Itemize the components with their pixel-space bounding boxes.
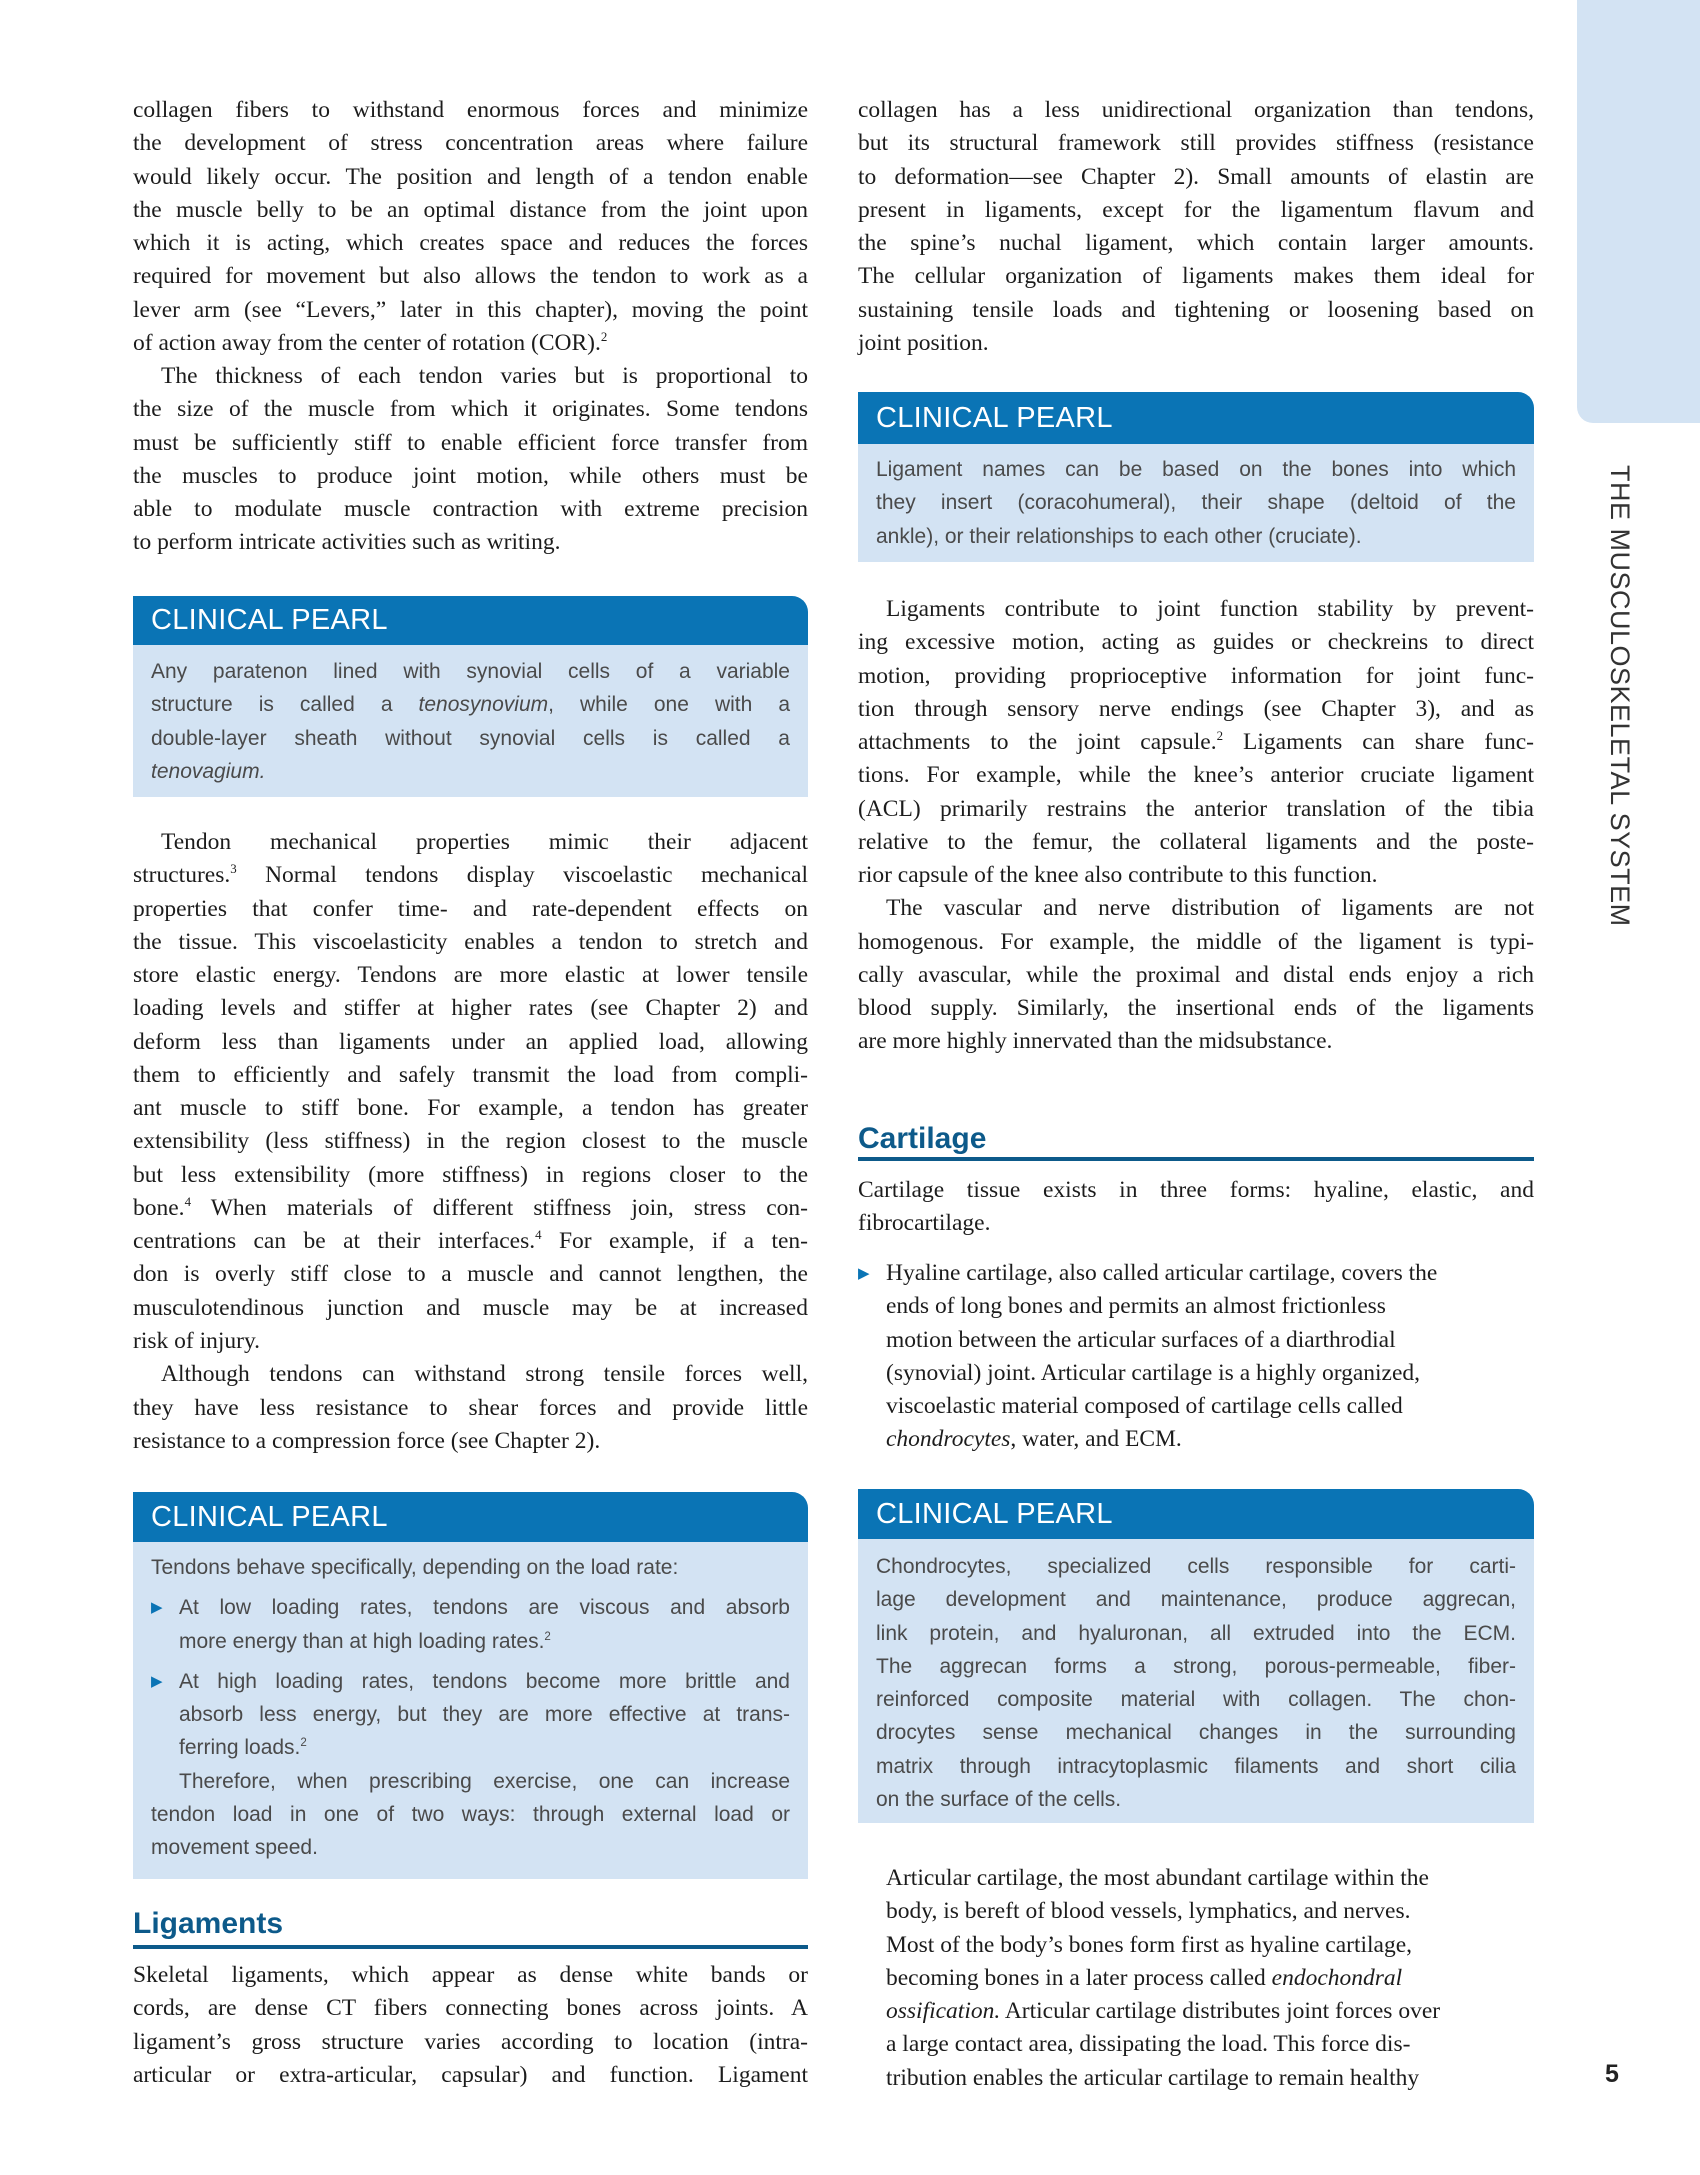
text-line xyxy=(133,460,808,493)
text-line xyxy=(858,793,1534,826)
line-text: ends of long bones and permits an almost frictionless xyxy=(886,1293,1386,1320)
text-line xyxy=(133,127,808,160)
line-text: double-layer sheath without synovial cells is called a xyxy=(151,726,790,750)
text-line xyxy=(133,493,808,526)
text-line xyxy=(858,1390,1534,1423)
text-line xyxy=(858,194,1534,227)
line-text: Ligaments contribute to joint function stability by prevent- xyxy=(886,596,1534,622)
line-text: fibrocartilage. xyxy=(858,1210,991,1237)
text-line xyxy=(886,1929,1536,1962)
text-line xyxy=(133,327,808,360)
text-line xyxy=(133,1092,808,1125)
line-text: tendon load in one of two ways: through external load or xyxy=(151,1802,790,1826)
line-text: At low loading rates, tendons are viscous and absorb xyxy=(179,1596,790,1620)
text-line xyxy=(133,260,808,293)
text-line xyxy=(133,194,808,227)
line-text: to deformation—see Chapter 2). Small amounts of elastin are xyxy=(858,163,1534,190)
text-line xyxy=(133,1125,808,1158)
ligaments-text xyxy=(133,1959,808,2092)
text-line xyxy=(858,260,1534,293)
text-line xyxy=(858,1324,1534,1357)
line-text: are more highly innervated than the midsubstance. xyxy=(858,1028,1333,1055)
text-line xyxy=(858,1357,1534,1390)
section-heading-cartilage: Cartilage xyxy=(858,1122,987,1155)
clinical-pearl-chondrocytes xyxy=(858,1489,1534,1823)
chapter-tab xyxy=(1577,0,1700,423)
line-text: link protein, and hyaluronan, all extruded into the ECM. xyxy=(876,1621,1516,1645)
line-text: don is overly stiff close to a muscle and cannot lengthen, the xyxy=(133,1261,808,1288)
text-line xyxy=(133,526,808,559)
text-line xyxy=(876,486,1516,519)
cartilage-bullet-list xyxy=(858,1257,1534,1457)
text-line xyxy=(151,1731,790,1764)
text-line xyxy=(858,726,1534,759)
line-text: musculotendinous junction and muscle may be at increased xyxy=(133,1294,808,1321)
text-line xyxy=(858,94,1534,127)
text-line xyxy=(133,1992,808,2025)
text-line xyxy=(858,127,1534,160)
line-text: structures. xyxy=(133,862,231,889)
text-line xyxy=(133,227,808,260)
text-line xyxy=(858,926,1534,959)
section-rule xyxy=(858,1157,1534,1161)
paragraph xyxy=(151,655,790,788)
paragraph xyxy=(858,94,1534,360)
line-text: The cellular organization of ligaments makes them ideal for xyxy=(858,263,1534,290)
text-line xyxy=(858,660,1534,693)
line-text: lage development and maintenance, produce aggrecan, xyxy=(876,1588,1516,1612)
text-line xyxy=(876,520,1516,553)
line-text: Ligament names can be based on the bones into which xyxy=(876,458,1516,481)
line-text: ferring loads. xyxy=(179,1736,301,1760)
line-text: Therefore, when prescribing exercise, one can increase xyxy=(179,1769,790,1793)
line-text: When materials of different stiffness join, stress con- xyxy=(191,1194,808,1221)
line-text: they have less resistance to shear forces and provide little xyxy=(133,1394,808,1421)
line-text: Most of the body’s bones form first as hyaline cartilage, xyxy=(886,1931,1413,1958)
text-line xyxy=(151,755,790,788)
clinical-pearl-body xyxy=(858,444,1534,562)
text-line xyxy=(151,1591,790,1624)
line-text: but its structural framework still provides stiffness (resistance xyxy=(858,130,1534,157)
text-line xyxy=(858,759,1534,792)
line-text: bone. xyxy=(133,1194,185,1221)
clinical-pearl-body xyxy=(858,1539,1534,1823)
text-line xyxy=(858,161,1534,194)
text-line xyxy=(133,94,808,127)
line-text: to perform intricate activities such as writing. xyxy=(133,529,561,556)
line-text: them to efficiently and safely transmit the load from compli- xyxy=(133,1061,808,1088)
line-text: viscoelastic material composed of cartilage cells called xyxy=(886,1393,1403,1420)
line-text: on the surface of the cells. xyxy=(876,1787,1122,1811)
text-line xyxy=(876,1716,1516,1749)
text-line xyxy=(858,1290,1534,1323)
articular-cartilage-text xyxy=(886,1862,1536,2095)
text-line xyxy=(876,1583,1516,1616)
line-text: sustaining tensile loads and tightening or loosening based on xyxy=(858,296,1534,323)
text-line xyxy=(858,693,1534,726)
line-text: resistance to a compression force (see Chapter 2). xyxy=(133,1427,601,1454)
clinical-pearl-load-rate xyxy=(133,1492,808,1879)
text-line xyxy=(151,1798,790,1831)
line-text: Tendons behave specifically, depending on the load rate: xyxy=(151,1556,679,1579)
line-text: Any paratenon lined with synovial cells of a variable xyxy=(151,660,790,683)
line-text: they insert (coracohumeral), their shape (deltoid of the xyxy=(876,491,1516,515)
text-line xyxy=(858,327,1534,360)
line-text: lever arm (see “Levers,” later in this chapter), moving the point xyxy=(133,296,808,323)
line-text: relative to the femur, the collateral ligaments and the poste- xyxy=(858,828,1534,855)
paragraph xyxy=(133,1358,808,1458)
line-text: centrations can be at their interfaces. xyxy=(133,1228,536,1255)
text-line xyxy=(858,959,1534,992)
text-line xyxy=(133,2026,808,2059)
text-line xyxy=(151,1831,790,1864)
text-line xyxy=(858,626,1534,659)
text-line xyxy=(133,1159,808,1192)
line-text: movement speed. xyxy=(151,1836,318,1860)
line-text: ant muscle to stiff bone. For example, a tendon has greater xyxy=(133,1095,808,1122)
line-text: reinforced composite material with collagen. The chon- xyxy=(876,1688,1516,1712)
clinical-pearl-body xyxy=(133,645,808,797)
line-text: the muscle belly to be an optimal distance from the joint upon xyxy=(133,196,808,223)
line-text: matrix through intracytoplasmic filaments and short cilia xyxy=(876,1754,1516,1778)
italic-term: chondrocytes xyxy=(886,1426,1011,1453)
paragraph xyxy=(886,1862,1536,2095)
line-text: loading levels and stiffer at higher rates (see Chapter 2) and xyxy=(133,995,808,1022)
text-line xyxy=(876,1550,1516,1583)
line-text: able to modulate muscle contraction with extreme precision xyxy=(133,496,808,523)
clinical-pearl-tenosynovium xyxy=(133,596,808,797)
text-line xyxy=(133,1026,808,1059)
bullet-item xyxy=(858,1257,1534,1457)
text-line xyxy=(876,1683,1516,1716)
text-line xyxy=(133,992,808,1025)
line-text: (synovial) joint. Articular cartilage is a highly organized, xyxy=(886,1359,1421,1386)
text-line xyxy=(886,1895,1536,1928)
line-text: required for movement but also allows the tendon to work as a xyxy=(133,263,808,290)
text-line xyxy=(133,1059,808,1092)
right-intro-text xyxy=(858,94,1534,360)
citation-superscript: 3 xyxy=(230,861,237,877)
text-line xyxy=(858,826,1534,859)
line-text: more energy than at high loading rates. xyxy=(179,1629,545,1653)
bullet-triangle-icon: ▶ xyxy=(151,1671,163,1690)
text-line xyxy=(858,593,1534,626)
bullet-triangle-icon: ▶ xyxy=(151,1598,163,1617)
text-line xyxy=(151,1625,790,1658)
text-line xyxy=(133,1192,808,1225)
text-line xyxy=(133,427,808,460)
line-text: store elastic energy. Tendons are more elastic at lower tensile xyxy=(133,962,808,989)
text-line xyxy=(133,1292,808,1325)
text-line xyxy=(133,1325,808,1358)
clinical-pearl-header: CLINICAL PEARL xyxy=(133,596,808,645)
line-text: attachments to the joint capsule. xyxy=(858,729,1217,756)
line-text: ligament’s gross structure varies according to location (intra- xyxy=(133,2028,808,2055)
line-text: the tissue. This viscoelasticity enables a tendon to stretch and xyxy=(133,928,808,955)
text-line xyxy=(133,1358,808,1391)
page-number: 5 xyxy=(1605,2060,1619,2088)
text-line xyxy=(858,227,1534,260)
line-text: Cartilage tissue exists in three forms: hyaline, elastic, and xyxy=(858,1177,1534,1203)
line-text: Articular cartilage distributes joint forces over xyxy=(1000,1998,1441,2025)
line-text: tions. For example, while the knee’s anterior cruciate ligament xyxy=(858,762,1534,789)
line-text: the spine’s nuchal ligament, which contain larger amounts. xyxy=(858,230,1534,257)
bullet-triangle-icon: ▶ xyxy=(858,1264,870,1282)
text-line xyxy=(886,2062,1536,2095)
text-line xyxy=(858,892,1534,925)
line-text: risk of injury. xyxy=(133,1327,261,1354)
text-line xyxy=(133,893,808,926)
line-text: (ACL) primarily restrains the anterior translation of the tibia xyxy=(858,795,1534,822)
text-line xyxy=(858,1423,1534,1456)
line-text: collagen has a less unidirectional organization than tendons, xyxy=(858,97,1534,123)
text-line xyxy=(876,1783,1516,1816)
citation-superscript: 2 xyxy=(600,328,608,344)
text-line xyxy=(858,1207,1534,1240)
text-line xyxy=(886,1995,1536,2028)
clinical-pearl-ligament-names xyxy=(858,392,1534,562)
line-text: Skeletal ligaments, which appear as dense white bands or xyxy=(133,1962,808,1988)
line-text: deform less than ligaments under an applied load, allowing xyxy=(133,1028,808,1055)
line-text: The thickness of each tendon varies but is proportional to xyxy=(161,363,808,390)
text-line xyxy=(133,294,808,327)
clinical-pearl-header: CLINICAL PEARL xyxy=(858,392,1534,444)
text-line xyxy=(858,992,1534,1025)
text-line xyxy=(858,294,1534,327)
line-text: the size of the muscle from which it originates. Some tendons xyxy=(133,396,808,423)
line-text: rior capsule of the knee also contribute to this function. xyxy=(858,862,1378,889)
text-line xyxy=(133,926,808,959)
text-line xyxy=(151,1551,790,1584)
line-text: body, is bereft of blood vessels, lymphatics, and nerves. xyxy=(886,1898,1411,1925)
text-line xyxy=(858,1174,1534,1207)
text-line xyxy=(858,859,1534,892)
text-line xyxy=(886,1862,1536,1895)
line-text: must be sufficiently stiff to enable efficient force transfer from xyxy=(133,429,808,456)
line-text: absorb less energy, but they are more effective at trans- xyxy=(179,1703,790,1727)
line-text: becoming bones in a later process called xyxy=(886,1964,1272,1991)
clinical-pearl-header: CLINICAL PEARL xyxy=(858,1489,1534,1539)
line-text: Ligaments can share func- xyxy=(1223,729,1534,756)
section-rule xyxy=(133,1945,808,1949)
line-text: At high loading rates, tendons become more brittle and xyxy=(179,1669,790,1693)
text-line xyxy=(133,2059,808,2092)
clinical-pearl-header: CLINICAL PEARL xyxy=(133,1492,808,1542)
italic-term: ossification. xyxy=(886,1998,1001,2025)
text-line xyxy=(876,453,1516,486)
text-line xyxy=(151,655,790,688)
paragraph xyxy=(858,593,1534,892)
paragraph xyxy=(133,360,808,560)
section-heading-ligaments: Ligaments xyxy=(133,1907,284,1940)
text-line xyxy=(858,1257,1534,1290)
line-text: the muscles to produce joint motion, while others must be xyxy=(133,462,808,489)
text-line xyxy=(876,1617,1516,1650)
line-text: which it is acting, which creates space and reduces the forces xyxy=(133,230,808,257)
text-line xyxy=(886,1962,1536,1995)
paragraph xyxy=(858,892,1534,1058)
text-line xyxy=(876,1750,1516,1783)
paragraph xyxy=(133,826,808,1358)
line-text: Hyaline cartilage, also called articular cartilage, covers the xyxy=(886,1260,1438,1286)
text-line xyxy=(886,2028,1536,2061)
line-text: Articular cartilage, the most abundant cartilage within the xyxy=(886,1865,1429,1891)
citation-superscript: 4 xyxy=(184,1193,192,1209)
text-line xyxy=(133,959,808,992)
text-line xyxy=(858,1025,1534,1058)
line-text: The aggrecan forms a strong, porous-permeable, fiber- xyxy=(876,1654,1516,1678)
line-text: tribution enables the articular cartilage to remain healthy xyxy=(886,2064,1420,2091)
line-text: Chondrocytes, specialized cells responsible for carti- xyxy=(876,1555,1516,1578)
line-text: The vascular and nerve distribution of ligaments are not xyxy=(886,895,1534,922)
line-text: blood supply. Similarly, the insertional ends of the ligaments xyxy=(858,995,1534,1022)
line-text: a large contact area, dissipating the load. This force dis- xyxy=(886,2031,1411,2058)
citation-superscript: 2 xyxy=(300,1737,307,1750)
text-line xyxy=(151,722,790,755)
line-text: motion, providing proprioceptive information for joint func- xyxy=(858,662,1534,689)
text-line xyxy=(133,1258,808,1291)
line-text: , water, and ECM. xyxy=(1010,1426,1182,1453)
text-line xyxy=(151,1665,790,1698)
line-text: drocytes sense mechanical changes in the surrounding xyxy=(876,1721,1516,1745)
italic-term: tenovagium. xyxy=(151,759,266,783)
left-intro-text xyxy=(133,94,808,560)
line-text: ing excessive motion, acting as guides or checkreins to direct xyxy=(858,629,1534,656)
cartilage-intro-text xyxy=(858,1174,1534,1241)
text-line xyxy=(151,688,790,721)
text-line xyxy=(133,1225,808,1258)
text-line xyxy=(133,360,808,393)
line-text: cally avascular, while the proximal and distal ends enjoy a rich xyxy=(858,961,1534,988)
line-text: Tendon mechanical properties mimic their adjacent xyxy=(161,829,808,855)
line-text: extensibility (less stiffness) in the region closest to the muscle xyxy=(133,1128,808,1155)
line-text: present in ligaments, except for the ligamentum flavum and xyxy=(858,196,1534,223)
text-line xyxy=(151,1765,790,1798)
citation-superscript: 2 xyxy=(544,1630,551,1643)
line-text: , while one with a xyxy=(548,693,791,717)
paragraph xyxy=(858,1174,1534,1241)
tendon-mechanics-text xyxy=(133,826,808,1458)
italic-term: tenosynovium xyxy=(418,693,549,717)
paragraph xyxy=(151,1765,790,1865)
line-text: For example, if a ten- xyxy=(541,1228,808,1255)
paragraph xyxy=(876,1550,1516,1816)
line-text: Although tendons can withstand strong tensile forces well, xyxy=(161,1361,808,1388)
citation-superscript: 2 xyxy=(1216,728,1224,744)
line-text: structure is called a xyxy=(151,693,419,717)
citation-superscript: 4 xyxy=(535,1227,542,1243)
paragraph xyxy=(133,94,808,360)
clinical-pearl-body xyxy=(133,1542,808,1879)
paragraph xyxy=(151,1551,790,1584)
text-line xyxy=(133,1959,808,1992)
line-text: tion through sensory nerve endings (see Chapter 3), and as xyxy=(858,695,1534,722)
bullet-item xyxy=(151,1665,790,1765)
text-line xyxy=(133,393,808,426)
italic-term: endochondral xyxy=(1271,1964,1403,1991)
text-line xyxy=(876,1650,1516,1683)
bullet-item xyxy=(151,1591,790,1658)
line-text: the development of stress concentration areas where failure xyxy=(133,130,808,157)
paragraph xyxy=(876,453,1516,553)
ligament-function-text xyxy=(858,593,1534,1059)
line-text: articular or extra-articular, capsular) and function. Ligament xyxy=(133,2061,808,2088)
line-text: Normal tendons display viscoelastic mechanical xyxy=(236,862,808,889)
line-text: collagen fibers to withstand enormous forces and minimize xyxy=(133,97,808,123)
line-text: homogenous. For example, the middle of the ligament is typi- xyxy=(858,928,1534,955)
line-text: properties that confer time- and rate-dependent effects on xyxy=(133,895,808,922)
text-line xyxy=(133,1392,808,1425)
line-text: cords, are dense CT fibers connecting bones across joints. A xyxy=(133,1995,808,2022)
text-line xyxy=(133,161,808,194)
line-text: joint position. xyxy=(858,329,989,356)
line-text: motion between the articular surfaces of a diarthrodial xyxy=(886,1326,1396,1353)
text-line xyxy=(133,859,808,892)
line-text: of action away from the center of rotation (COR). xyxy=(133,329,601,356)
text-line xyxy=(151,1698,790,1731)
text-line xyxy=(133,826,808,859)
line-text: but less extensibility (more stiffness) in regions closer to the xyxy=(133,1161,808,1188)
paragraph xyxy=(133,1959,808,2092)
chapter-title-vertical: THE MUSCULOSKELETAL SYSTEM xyxy=(1605,465,1635,927)
line-text: would likely occur. The position and length of a tendon enable xyxy=(133,163,808,190)
line-text: ankle), or their relationships to each other (cruciate). xyxy=(876,524,1362,548)
text-line xyxy=(133,1425,808,1458)
